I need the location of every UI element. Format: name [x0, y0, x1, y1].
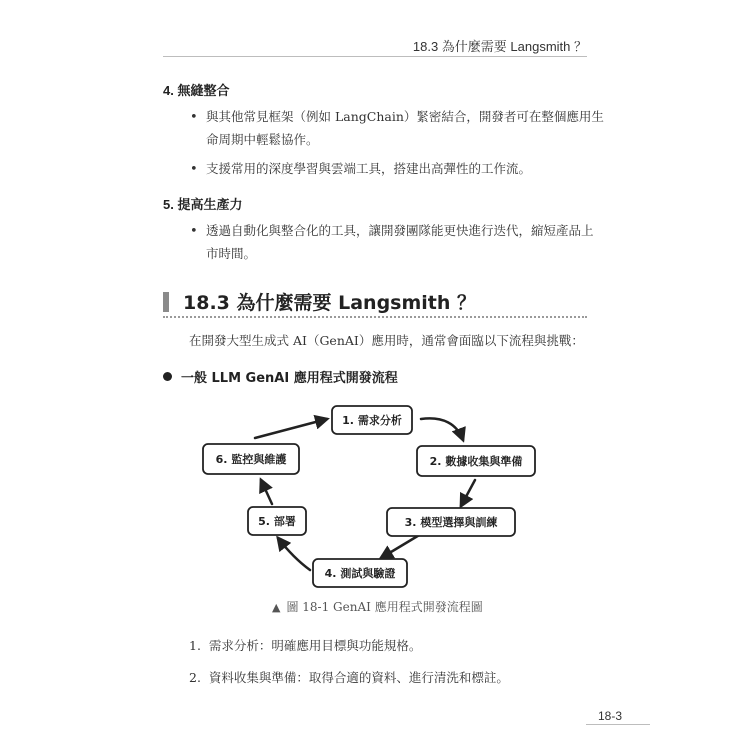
- list-text: 資料收集與準備：取得合適的資料、進行清洗和標註。: [208, 670, 509, 685]
- bullet-marker: •: [190, 224, 198, 239]
- arrow-5-to-6: [261, 480, 272, 504]
- bullet-line: 與其他常見框架（例如 LangChain）緊密結合，開發者可在整個應用生: [206, 109, 604, 124]
- bullet-text: [206, 105, 604, 151]
- flow-node-1-label: 1. 需求分析: [342, 414, 402, 427]
- flow-node-3-label: 3. 模型選擇與訓練: [404, 516, 498, 529]
- bullet-line: 市時間。: [206, 246, 257, 261]
- arrow-2-to-3: [461, 480, 475, 506]
- flow-heading: 一般 LLM GenAI 應用程式開發流程: [181, 371, 398, 386]
- section-heading-bar: [163, 292, 169, 312]
- subsection-5-heading: 5. 提高生產力: [163, 197, 243, 212]
- bullet-marker: •: [190, 162, 198, 177]
- bullet-line: 支援常用的深度學習與雲端工具，搭建出高彈性的工作流。: [206, 161, 532, 176]
- figure-caption: [272, 598, 483, 615]
- running-header: 18.3 為什麼需要 Langsmith ？: [412, 39, 587, 54]
- flow-node-4-label: 4. 測試與驗證: [324, 567, 396, 580]
- caption-text: 圖 18-1 GenAI 應用程式開發流程圖: [286, 600, 483, 614]
- arrow-3-to-4: [381, 534, 421, 558]
- list-item: [189, 668, 509, 686]
- list-number: 1.: [189, 638, 201, 653]
- flow-node-2-label: 2. 數據收集與準備: [429, 455, 523, 468]
- header-divider: [163, 56, 587, 57]
- caption-triangle-icon: ▲: [272, 601, 281, 614]
- list-item: [189, 636, 421, 654]
- dev-flow-diagram: [195, 398, 555, 594]
- bullet-text: [206, 157, 531, 180]
- flow-bullet-icon: [163, 372, 172, 381]
- flow-node-6-label: 6. 監控與維護: [215, 453, 287, 466]
- subsection-4-heading: 4. 無縫整合: [163, 83, 230, 98]
- footer-rule: [586, 724, 650, 725]
- section-title: 18.3 為什麼需要 Langsmith ？: [183, 292, 477, 314]
- bullet-marker: •: [190, 110, 198, 125]
- flow-node-5-label: 5. 部署: [258, 515, 296, 528]
- page-number: 18-3: [597, 709, 622, 723]
- bullet-line: 透過自動化與整合化的工具，讓開發團隊能更快進行迭代，縮短產品上: [206, 223, 594, 238]
- arrow-4-to-5: [278, 538, 310, 570]
- bullet-line: 命周期中輕鬆協作。: [206, 132, 319, 147]
- intro-paragraph: 在開發大型生成式 AI（GenAI）應用時，通常會面臨以下流程與挑戰：: [189, 333, 584, 348]
- section-dotted-rule: [163, 316, 587, 318]
- bullet-text: [206, 219, 594, 265]
- arrow-6-to-1: [255, 419, 327, 438]
- list-text: 需求分析：明確應用目標與功能規格。: [208, 638, 422, 653]
- list-number: 2.: [189, 670, 201, 685]
- arrow-1-to-2: [421, 418, 463, 440]
